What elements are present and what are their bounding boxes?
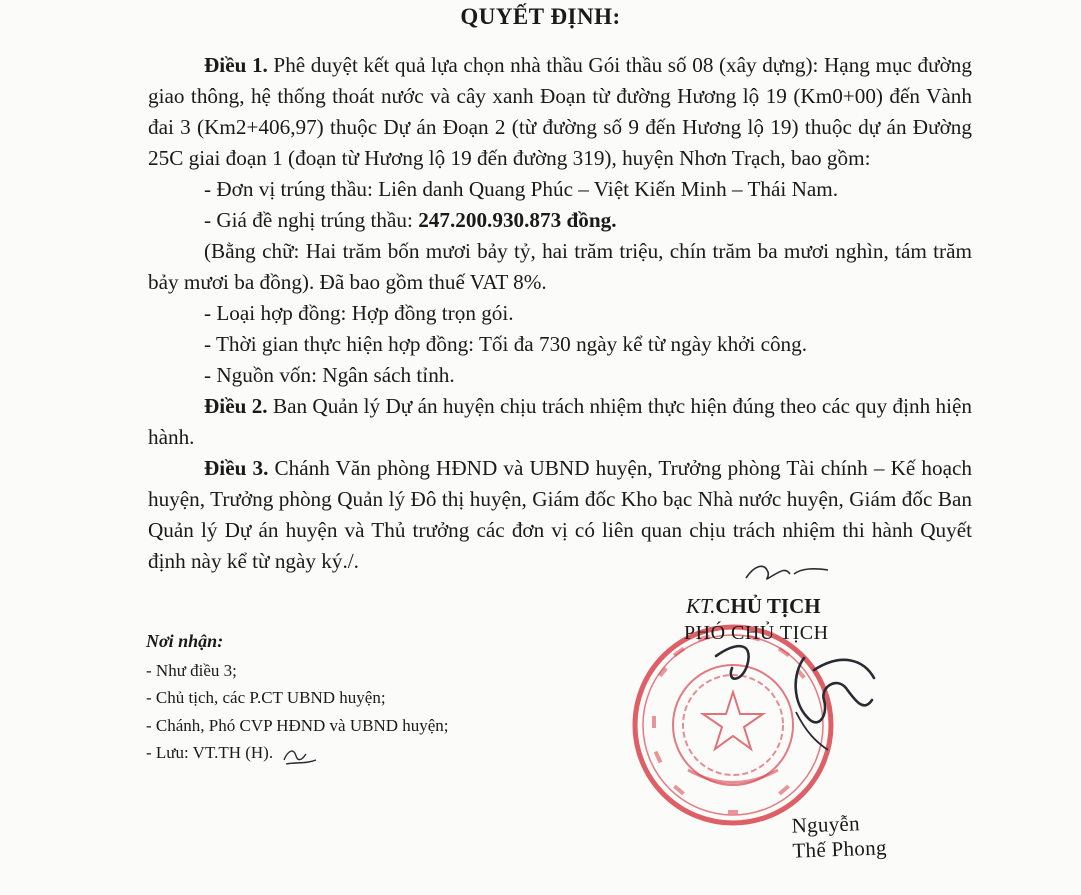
article-3-label: Điều 3. <box>204 456 269 480</box>
signer-title-prefix: KT. <box>686 594 716 618</box>
recipients-heading: Nơi nhận: <box>146 631 224 651</box>
recipient-item: - Như điều 3; <box>146 660 237 680</box>
article-3 <box>148 453 972 577</box>
contract-type-line: - Loại hợp đồng: Hợp đồng trọn gói. <box>204 301 514 325</box>
price-in-words: (Bằng chữ: Hai trăm bốn mươi bảy tỷ, hai trăm triệu, chín trăm ba mươi nghìn, tám trăm bảy mươi ba đồng). Đã bao gồm thuế VAT 8%. <box>148 239 972 294</box>
decision-title: QUYẾT ĐỊNH: <box>460 4 621 29</box>
handwritten-initial <box>742 558 832 588</box>
duration-line: - Thời gian thực hiện hợp đồng: Tối đa 730 ngày kể từ ngày khởi công. <box>204 332 808 356</box>
price-value: 247.200.930.873 đồng. <box>418 208 617 232</box>
article-1 <box>148 50 972 174</box>
decision-body <box>148 50 972 577</box>
price-line <box>148 205 972 236</box>
price-label: - Giá đề nghị trúng thầu: <box>204 208 419 232</box>
article-2-label: Điều 2. <box>204 394 268 418</box>
recipient-item: - Chánh, Phó CVP HĐND và UBND huyện; <box>146 715 449 735</box>
article-1-text: Phê duyệt kết quả lựa chọn nhà thầu Gói thầu số 08 (xây dựng): Hạng mục đường giao thông, hệ thống thoát nước và cây xanh Đoạn từ đường Hương lộ 19 (Km0+00) đến Vành đai 3 (Km2+406,97) thuộc Dự án Đoạn 2 (từ đường số 9 đến Hương lộ 19) thuộc dự án Đường 25C giai đoạn 1 (đoạn từ Hương lộ 19 đến đường 319), huyện Nhơn Trạch, bao gồm: <box>148 53 972 170</box>
signer-name: Nguyễn Thế Phong <box>791 811 888 863</box>
signature-block <box>628 592 888 892</box>
recipient-item: - Lưu: VT.TH (H). <box>146 743 274 762</box>
handwritten-signature <box>696 592 896 782</box>
recipient-item: - Chủ tịch, các P.CT UBND huyện; <box>146 688 386 707</box>
contractor-line: - Đơn vị trúng thầu: Liên danh Quang Phúc – Việt Kiến Minh – Thái Nam. <box>204 177 839 201</box>
funding-line: - Nguồn vốn: Ngân sách tỉnh. <box>204 363 455 387</box>
handwritten-mark <box>280 742 320 768</box>
recipients-block <box>146 628 566 767</box>
article-2-text: Ban Quản lý Dự án huyện chịu trách nhiệm thực hiện đúng theo các quy định hiện hành. <box>148 394 973 449</box>
signer-subtitle: PHÓ CHỦ TỊCH <box>684 622 829 644</box>
article-3-text: Chánh Văn phòng HĐND và UBND huyện, Trưởng phòng Tài chính – Kế hoạch huyện, Trưởng phòng Quản lý Đô thị huyện, Giám đốc Kho bạc Nhà nước huyện, Giám đốc Ban Quản lý Dự án huyện và Thủ trưởng các đơn vị có liên quan chịu trách nhiệm thi hành Quyết định này kể từ ngày ký./. <box>148 456 973 573</box>
article-1-label: Điều 1. <box>204 53 268 77</box>
signer-title-text: CHỦ TỊCH <box>715 594 821 618</box>
article-2 <box>148 391 972 453</box>
